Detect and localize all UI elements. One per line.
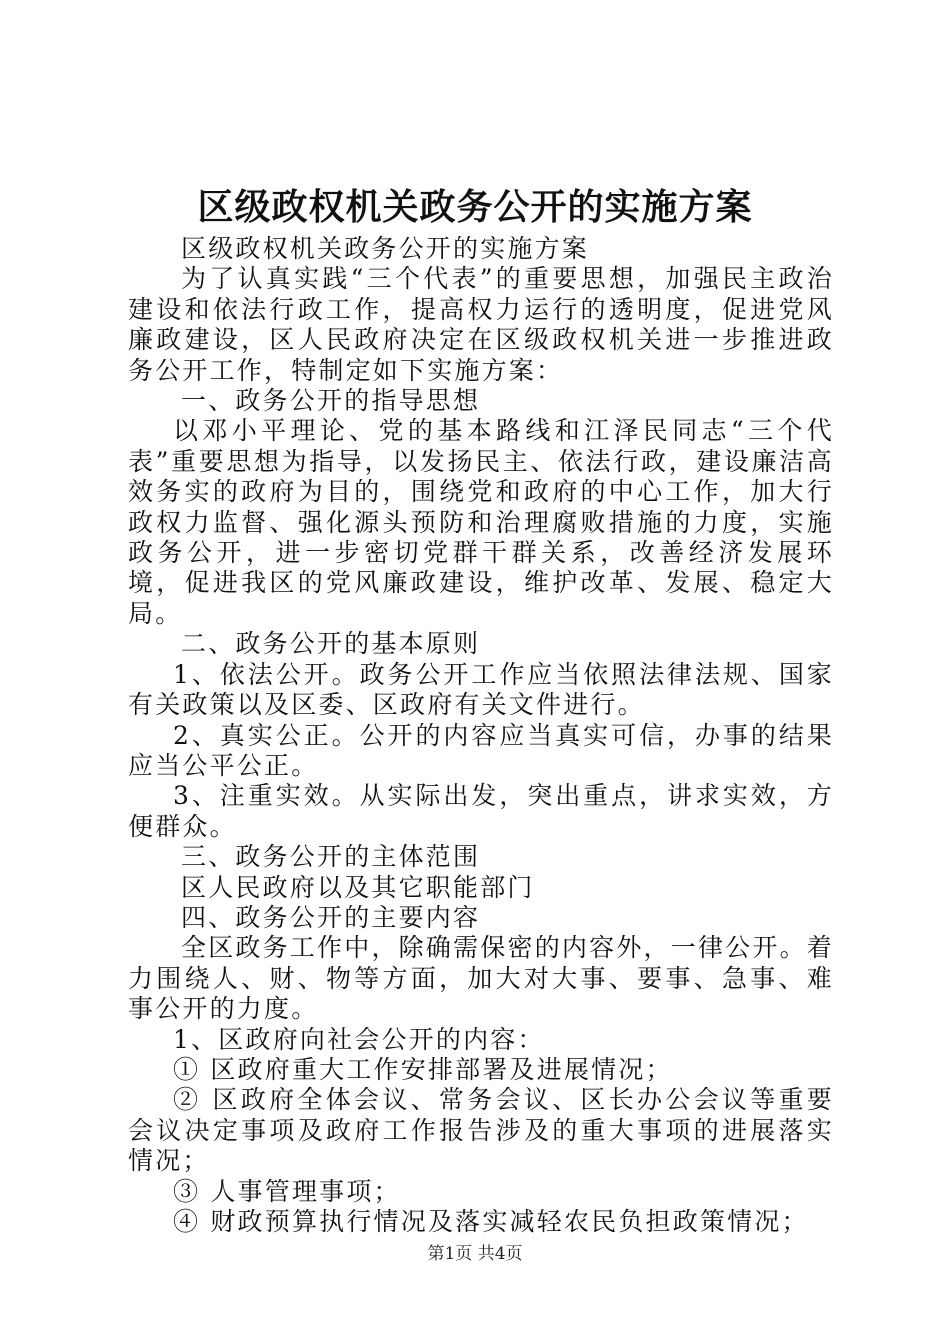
page-number-footer: 第1页 共4页 (427, 1244, 523, 1264)
document-title: 区级政权机关政务公开的实施方案 (197, 186, 753, 228)
section-heading-4: 四、政务公开的主要内容 (181, 902, 481, 932)
section-heading-2: 二、政务公开的基本原则 (181, 629, 481, 659)
paragraph-scope: 区人民政府以及其它职能部门 (181, 872, 535, 902)
paragraph-main-content: 全区政务工作中，除确需保密的内容外，一律公开。着力围绕人、财、物等方面，加大对大事、要事、急事、难事公开的力度。 (128, 933, 834, 1024)
paragraph-guiding-thought: 以邓小平理论、党的基本路线和江泽民同志“三个代表”重要思想为指导，以发扬民主、依法行政，建设廉洁高效务实的政府为目的，围绕党和政府的中心工作，加大行政权力监督、强化源头预防和治理腐败措施的力度，实施政务公开，进一步密切党群干群关系，改善经济发展环境，促进我区的党风廉政建设，维护改革、发展、稳定大局。 (128, 416, 834, 628)
principle-item-2: 2、真实公正。公开的内容应当真实可信，办事的结果应当公平公正。 (128, 720, 834, 780)
content-list-item-2: ② 区政府全体会议、常务会议、区长办公会议等重要会议决定事项及政府工作报告涉及的重大事项的进展落实情况； (128, 1085, 834, 1176)
document-body (128, 234, 834, 1237)
section-heading-1: 一、政务公开的指导思想 (181, 386, 481, 416)
content-list-item-1: ① 区政府重大工作安排部署及进展情况； (173, 1054, 673, 1084)
content-list-item-3: ③ 人事管理事项； (173, 1176, 401, 1206)
content-subheading-1: 1、区政府向社会公开的内容： (173, 1024, 545, 1054)
section-heading-3: 三、政务公开的主体范围 (181, 842, 481, 872)
content-list-item-4: ④ 财政预算执行情况及落实减轻农民负担政策情况； (173, 1207, 809, 1236)
paragraph-intro: 为了认真实践“三个代表”的重要思想，加强民主政治建设和依法行政工作，提高权力运行的透明度，促进党风廉政建设，区人民政府决定在区级政权机关进一步推进政务公开工作，特制定如下实施方案： (128, 264, 834, 385)
paragraph-subtitle: 区级政权机关政务公开的实施方案 (181, 234, 590, 263)
principle-item-3: 3、注重实效。从实际出发，突出重点，讲求实效，方便群众。 (128, 781, 834, 841)
principle-item-1: 1、依法公开。政务公开工作应当依照法律法规、国家有关政策以及区委、区政府有关文件进行。 (128, 659, 834, 720)
